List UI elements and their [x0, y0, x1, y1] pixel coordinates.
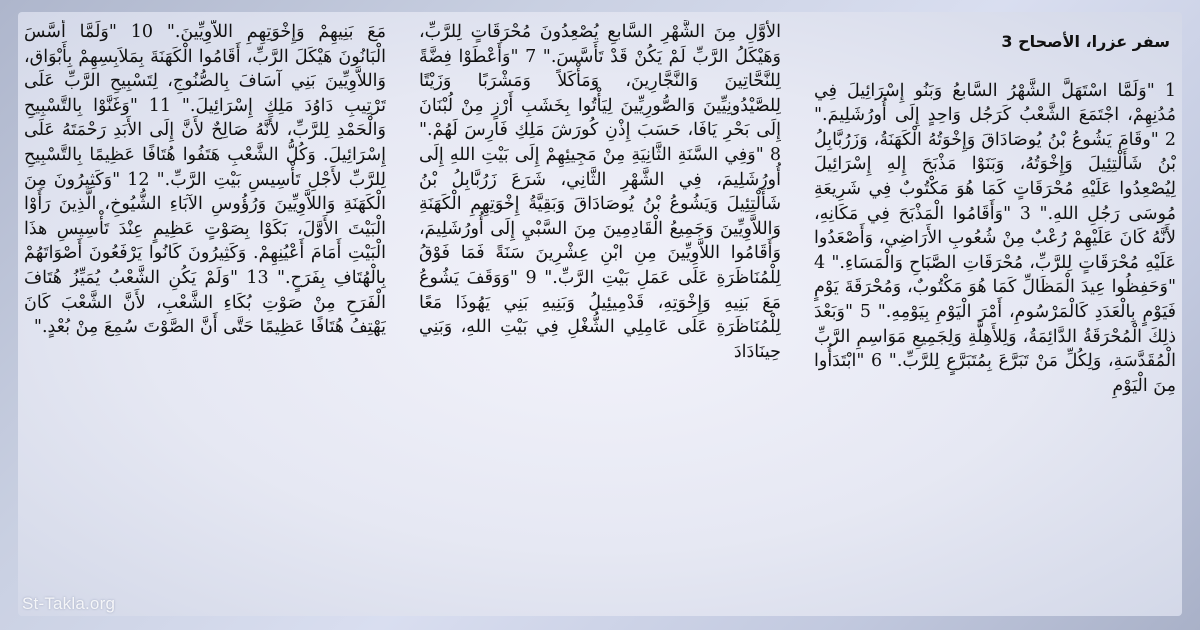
- text-columns: [24, 20, 1176, 608]
- column-middle: [419, 20, 781, 608]
- page-background: [18, 12, 1182, 616]
- site-watermark: St-Takla.org: [22, 594, 116, 613]
- column-text-2: الأَوَّلِ مِنَ الشَّهْرِ السَّابعِ يُصْعِدُونَ مُحْرَقَاتٍ لِلرَّبِّ، وَهَيْكَلُ الرَّبِّ لَمْ يَكُنْ قَدْ تَأَسَّسَ." 7 "وَأَعْطَوْا فِضَّةً لِلنَّحَّاتِينَ وَالنَّجَّارِينَ، وَمَأْكَلاً وَمَشْرَبًا وَزَيْتًا لِلصَّيْدُونِيِّينَ وَالصُّورِيِّينَ لِيَأْتُوا بِخَشَبِ أَرْزٍ مِنْ لُبْنَانَ إِلَى بَحْرِ يَافَا، حَسَبَ إِذْنِ كُورَشَ مَلِكِ فَارِسَ لَهُمْ." 8 "وَفِي السَّنَةِ الثَّانِيَةِ مِنْ مَجِيئِهِمْ إِلَى بَيْتِ اللهِ إِلَى أُورُشَلِيمَ، فِي الشَّهْرِ الثَّانِي، شَرَعَ زَرُبَّابِلُ بْنُ شَأَلْتِئِيلَ وَيَشُوعُ بْنُ يُوصَادَاقَ وَبَقِيَّةُ إِخْوَتِهِمِ الْكَهَنَةِ وَاللاَّوِيِّينَ وَجَمِيعُ الْقَادِمِينَ مِنَ السَّبْيِ إِلَى أُورُشَلِيمَ، وَأَقَامُوا اللاَّوِيِّينَ مِنِ ابْنِ عِشْرِينَ سَنَةً فَمَا فَوْقُ لِلْمُنَاظَرَةِ عَلَى عَمَلِ بَيْتِ الرَّبِّ." 9 "وَوَقَفَ يَشُوعُ مَعَ بَنِيهِ وَإِخْوَتِهِ، قَدْمِيئِيلُ وَبَنِيهِ بَنِي يَهُوذَا مَعًا لِلْمُنَاظَرَةِ عَلَى عَامِلِي الشُّغْلِ فِي بَيْتِ اللهِ، وَبَنِي حِينَادَادَ: [419, 22, 781, 362]
- column-left: [24, 20, 386, 608]
- page-title: سفر عزرا، الأصحاح 3: [1001, 32, 1170, 51]
- column-text-3: مَعَ بَنِيهِمْ وَإِخْوَتِهِمِ اللاَّوِيِّينَ." 10 "وَلَمَّا أَسَّسَ الْبَانُونَ هَيْكَلَ الرَّبِّ، أَقَامُوا الْكَهَنَةَ بِمَلاَبِسِهِمْ بِأَبْوَاق، وَاللاَّوِيِّينَ بَنِي آسَافَ بِالصُّنُوجِ، لِتَسْبِيحِ الرَّبِّ عَلَى تَرْتِيبِ دَاوُدَ مَلِكِ إِسْرَائِيلَ." 11 "وَغَنَّوْا بِالتَّسْبِيحِ وَالْحَمْدِ لِلرَّبِّ، لأَنَّهُ صَالِحٌ لأَنَّ إِلَى الأَبَدِ رَحْمَتَهُ عَلَى إِسْرَائِيلَ. وَكُلُّ الشَّعْبِ هَتَفُوا هُتَافًا عَظِيمًا بِالتَّسْبِيحِ لِلرَّبِّ لأَجْلِ تَأْسِيسِ بَيْتِ الرَّبِّ." 12 "وَكَثِيرُونَ مِنَ الْكَهَنَةِ وَاللاَّوِيِّينَ وَرُؤُوسِ الآبَاءِ الشُّيُوخِ، الَّذِينَ رَأَوْا الْبَيْتَ الأَوَّلَ، بَكَوْا بِصَوْتٍ عَظِيمٍ عِنْدَ تَأْسِيسِ هذَا الْبَيْتِ أَمَامَ أَعْيُنِهِمْ. وَكَثِيرُونَ كَانُوا يَرْفَعُونَ أَصْوَاتَهُمْ بِالْهُتَافِ بِفَرَحٍ." 13 "وَلَمْ يَكُنِ الشَّعْبُ يُمَيِّزُ هُتَافَ الْفَرَحِ مِنْ صَوْتِ بُكَاءِ الشَّعْبِ، لأَنَّ الشَّعْبَ كَانَ يَهْتِفُ هُتَافًا عَظِيمًا حَتَّى أَنَّ الصَّوْتَ سُمِعَ مِنْ بُعْدٍ.": [24, 22, 386, 338]
- column-text-1: 1 "وَلَمَّا اسْتَهَلَّ الشَّهْرُ السَّابعُ وَبَنُو إِسْرَائِيلَ فِي مُدُنِهِمْ، اجْتَمَعَ الشَّعْبُ كَرَجُل وَاحِدٍ إِلَى أُورُشَلِيمَ." 2 "وقَامَ يَشُوعُ بْنُ يُوصَادَاقَ وَإِخْوَتُهُ الْكَهَنَةُ، وَزَرُبَّابِلُ بْنُ شَأَلْتِئِيلَ وَإِخْوَتُهُ، وَبَنَوْا مَذْبَحَ إِلهِ إِسْرَائِيلَ لِيُصْعِدُوا عَلَيْهِ مُحْرَقَاتٍ كَمَا هُوَ مَكْتُوبٌ فِي شَرِيعَةِ مُوسَى رَجُلِ اللهِ." 3 "وَأَقَامُوا الْمَذْبَحَ فِي مَكَانِهِ، لأَنَّهُ كَانَ عَلَيْهِمْ رُعْبٌ مِنْ شُعُوبِ الأَرَاضِي، وَأَصْعَدُوا عَلَيْهِ مُحْرَقَاتٍ لِلرَّبِّ، مُحْرَقَاتِ الصَّبَاحِ وَالْمَسَاءِ." 4 "وَحَفِظُوا عِيدَ الْمَظَالِّ كَمَا هُوَ مَكْتُوبٌ، وَمُحْرَقَةَ يَوْمٍ فَيَوْمٍ بِالْعَدَدِ كَالْمَرْسُومِ، أَمْرَ الْيَوْمِ بِيَوْمِهِ." 5 "وَبَعْدَ ذلِكَ الْمُحْرَقَةُ الدَّائِمَةُ، وَلِلأَهِلَّةِ وَلِجَمِيعِ مَوَاسِمِ الرَّبِّ الْمُقَدَّسَةِ، وَلِكُلِّ مَنْ تَبَرَّعَ بِمُتَبَرَّعٍ لِلرَّبِّ." 6 "ابْتَدَأُوا مِنَ الْيَوْمِ: [814, 80, 1176, 396]
- column-right: [814, 20, 1176, 608]
